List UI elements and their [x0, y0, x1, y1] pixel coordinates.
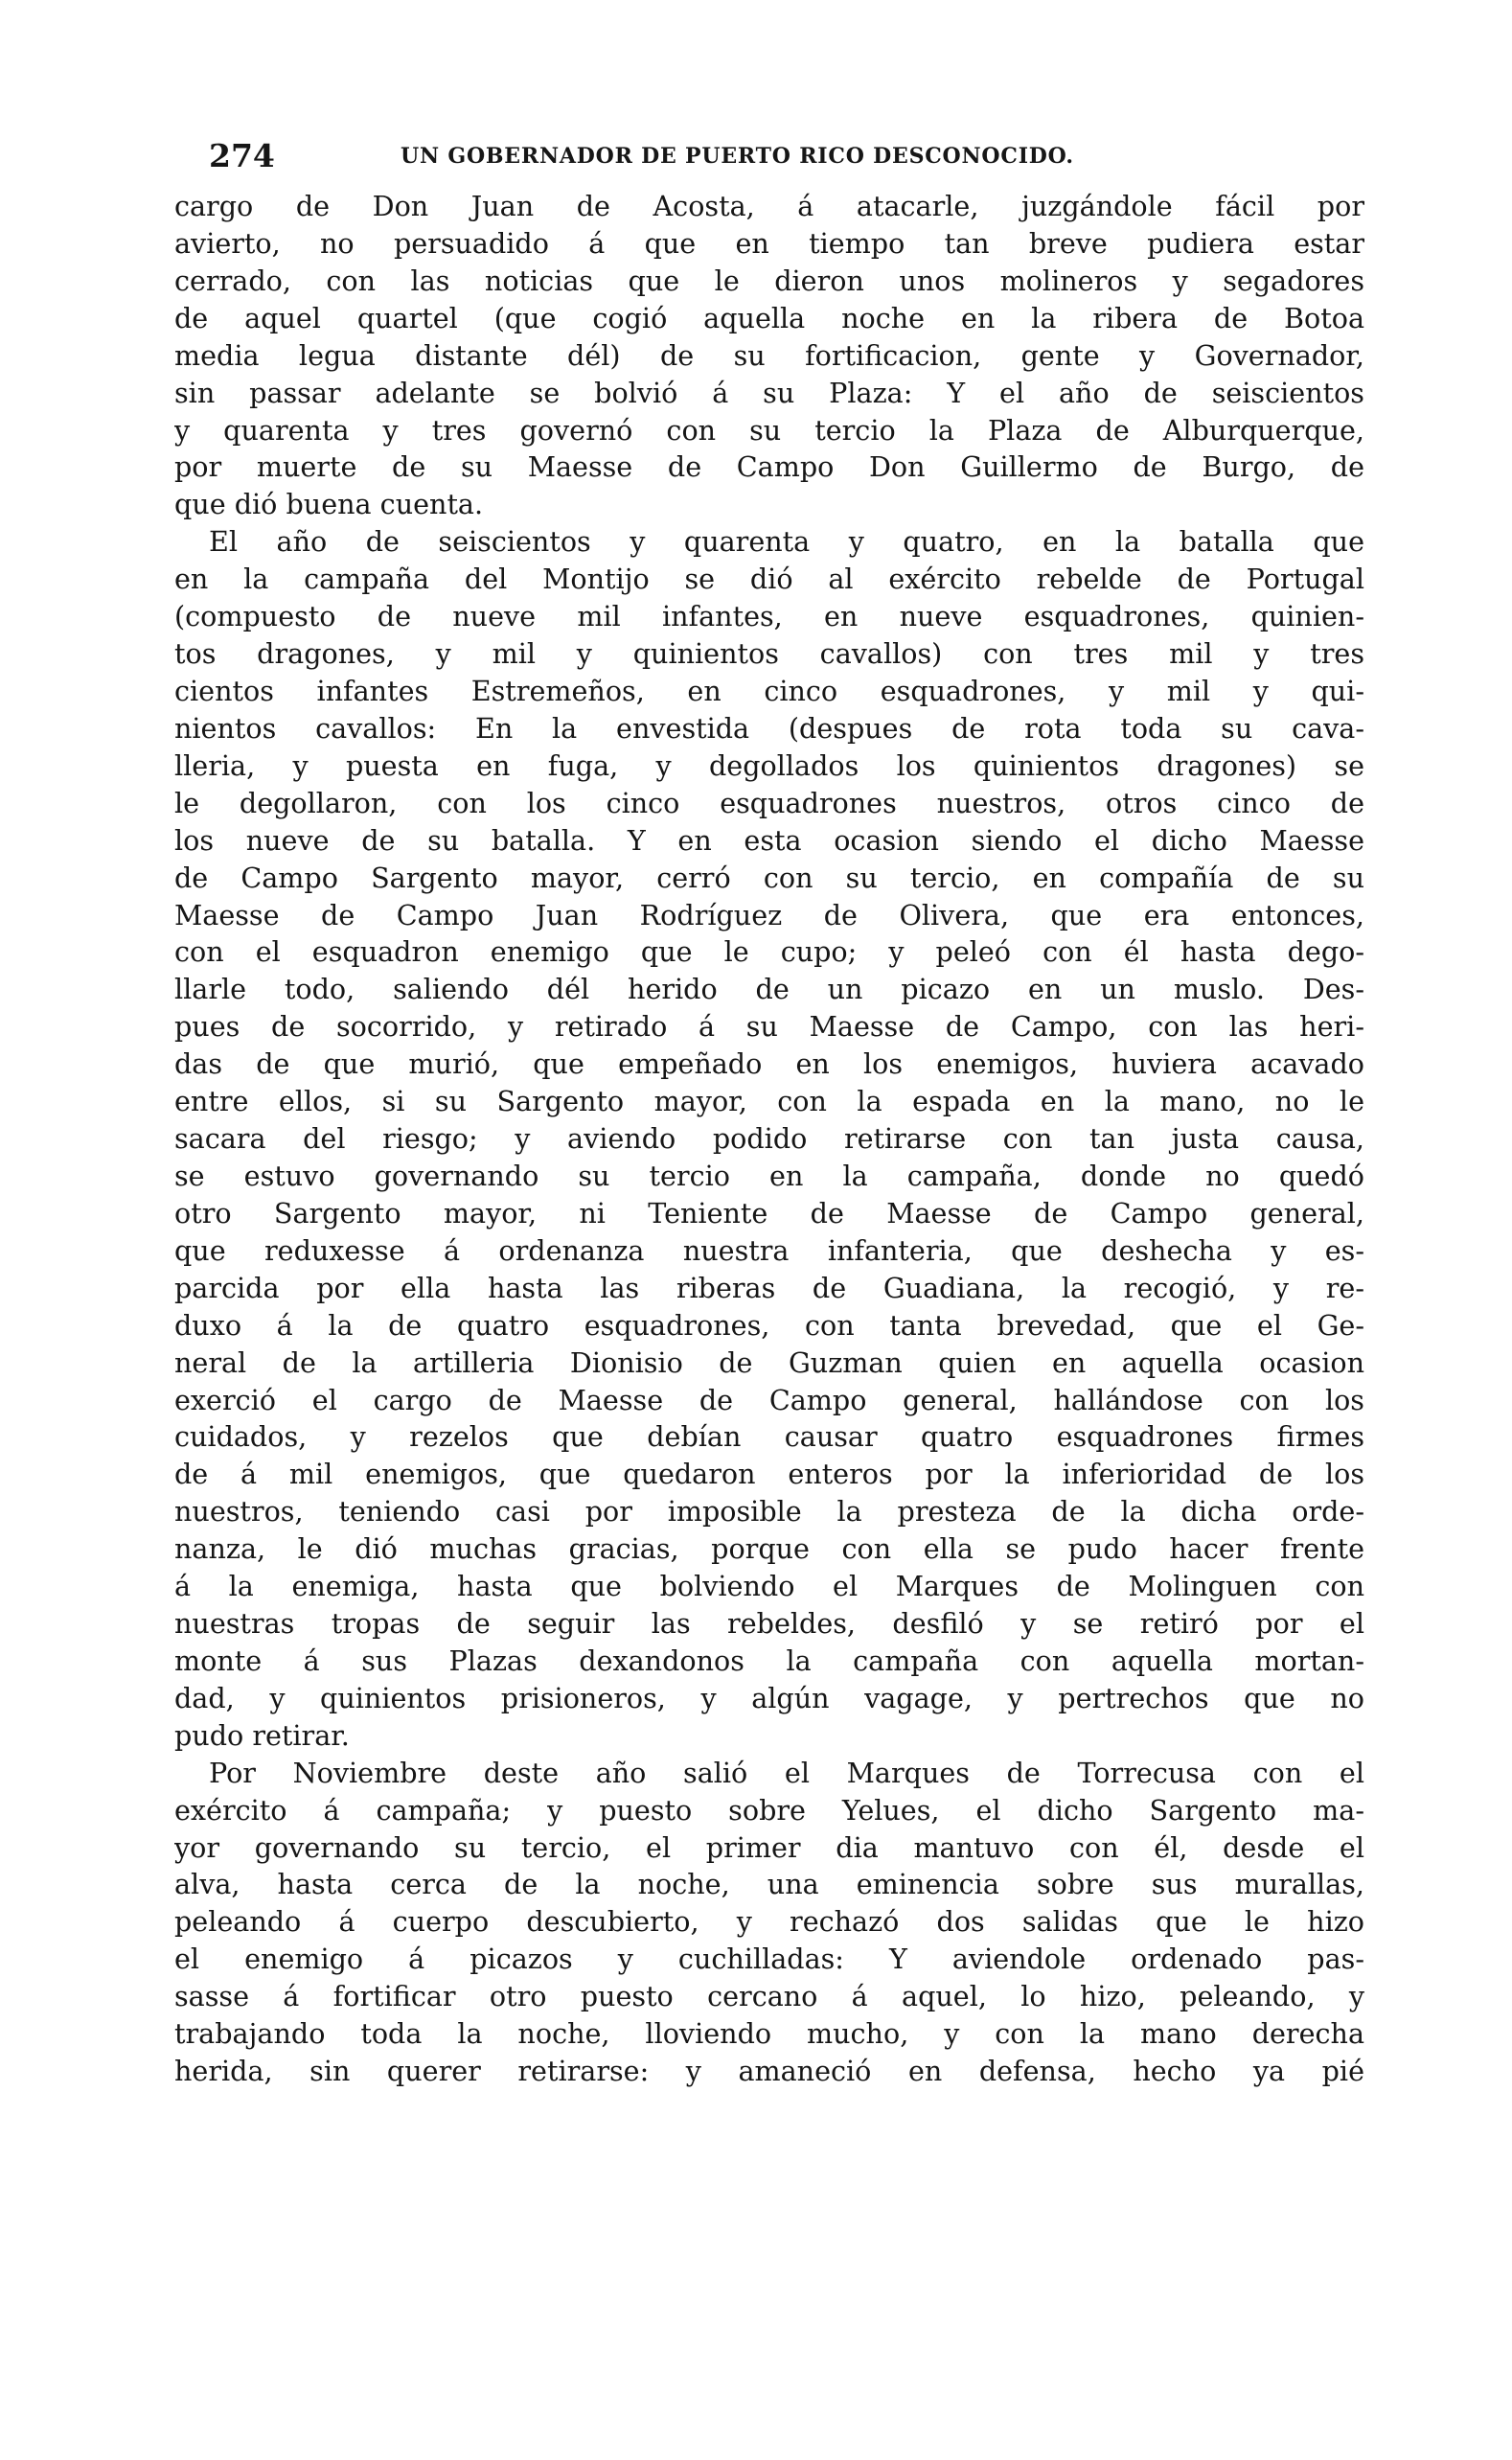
text-line: cerrado, con las noticias que le dieron unos molineros y segadores [174, 264, 1364, 297]
text-line: (compuesto de nueve mil infantes, en nueve esquadrones, quinien- [174, 600, 1364, 633]
text-line: monte á sus Plazas dexandonos la campaña con aquella mortan- [174, 1644, 1364, 1677]
text-line: lleria, y puesta en fuga, y degollados los quinientos dragones) se [174, 748, 1364, 782]
text-line: sacara del riesgo; y aviendo podido retirarse con tan justa causa, [174, 1122, 1364, 1156]
running-title: UN GOBERNADOR DE PUERTO RICO DESCONOCIDO. [401, 144, 1074, 169]
text-line: parcida por ella hasta las riberas de Guadiana, la recogió, y re- [174, 1271, 1364, 1304]
text-line: el enemigo á picazos y cuchilladas: Y aviendole ordenado pas- [174, 1943, 1364, 1976]
text-line: avierto, no persuadido á que en tiempo tan breve pudiera estar [174, 226, 1364, 260]
text-line: sin passar adelante se bolvió á su Plaza: Y el año de seiscientos [174, 376, 1364, 409]
text-line: neral de la artilleria Dionisio de Guzman quien en aquella ocasion [174, 1345, 1364, 1379]
text-line: Maesse de Campo Juan Rodríguez de Olivera, que era entonces, [174, 898, 1364, 931]
paragraph-first-line: El año de seiscientos y quarenta y quatro, en la batalla que [209, 525, 1364, 559]
text-line: nuestros, teniendo casi por imposible la presteza de la dicha orde- [174, 1495, 1364, 1529]
text-line: tos dragones, y mil y quinientos cavallos) con tres mil y tres [174, 637, 1364, 671]
text-line: nuestras tropas de seguir las rebeldes, desfiló y se retiró por el [174, 1607, 1364, 1641]
text-line: dad, y quinientos prisioneros, y algún vagage, y pertrechos que no [174, 1681, 1364, 1714]
text-line: le degollaron, con los cinco esquadrones nuestros, otros cinco de [174, 786, 1364, 819]
text-line: cientos infantes Estremeños, en cinco esquadrones, y mil y qui- [174, 674, 1364, 707]
paragraph-first-line: Por Noviembre deste año salió el Marques de Torrecusa con el [209, 1756, 1364, 1789]
text-line: por muerte de su Maesse de Campo Don Guillermo de Burgo, de [174, 450, 1364, 484]
text-line: nientos cavallos: En la envestida (despues de rota toda su cava- [174, 711, 1364, 745]
text-line: exército á campaña; y puesto sobre Yelues, el dicho Sargento ma- [174, 1793, 1364, 1827]
text-line: das de que murió, que empeñado en los enemigos, huviera acavado [174, 1047, 1364, 1081]
text-line: de Campo Sargento mayor, cerró con su tercio, en compañía de su [174, 861, 1364, 894]
text-line: los nueve de su batalla. Y en esta ocasion siendo el dicho Maesse [174, 823, 1364, 857]
text-line: á la enemiga, hasta que bolviendo el Marques de Molinguen con [174, 1570, 1364, 1603]
text-line: que reduxesse á ordenanza nuestra infanteria, que deshecha y es- [174, 1233, 1364, 1267]
text-line: de aquel quartel (que cogió aquella noche en la ribera de Botoa [174, 301, 1364, 334]
text-line: sasse á fortificar otro puesto cercano á aquel, lo hizo, peleando, y [174, 1980, 1364, 2013]
page-number: 274 [209, 137, 275, 174]
text-line: en la campaña del Montijo se dió al exército rebelde de Portugal [174, 563, 1364, 596]
text-line: alva, hasta cerca de la noche, una eminencia sobre sus murallas, [174, 1868, 1364, 1901]
text-line: de á mil enemigos, que quedaron enteros por la inferioridad de los [174, 1458, 1364, 1491]
text-line: pues de socorrido, y retirado á su Maesse de Campo, con las heri- [174, 1010, 1364, 1044]
text-line: trabajando toda la noche, lloviendo mucho, y con la mano derecha [174, 2017, 1364, 2051]
text-line: y quarenta y tres governó con su tercio la Plaza de Alburquerque, [174, 413, 1364, 447]
text-line: nanza, le dió muchas gracias, porque con ella se pudo hacer frente [174, 1532, 1364, 1566]
text-line: llarle todo, saliendo dél herido de un picazo en un muslo. Des- [174, 973, 1364, 1006]
text-line: con el esquadron enemigo que le cupo; y peleó con él hasta dego- [174, 935, 1364, 969]
running-head [209, 132, 1179, 180]
text-line: yor governando su tercio, el primer dia mantuvo con él, desde el [174, 1830, 1364, 1864]
text-line: otro Sargento mayor, ni Teniente de Maesse de Campo general, [174, 1196, 1364, 1230]
text-line: que dió buena cuenta. [174, 488, 484, 521]
text-line: duxo á la de quatro esquadrones, con tanta brevedad, que el Ge- [174, 1308, 1364, 1342]
text-line: cargo de Don Juan de Acosta, á atacarle, juzgándole fácil por [174, 190, 1364, 222]
text-line: exerció el cargo de Maesse de Campo general, hallándose con los [174, 1383, 1364, 1416]
text-line: herida, sin querer retirarse: y amaneció en defensa, hecho ya pié [174, 2055, 1364, 2088]
text-line: media legua distante dél) de su fortificacion, gente y Governador, [174, 338, 1364, 372]
text-line: cuidados, y rezelos que debían causar quatro esquadrones firmes [174, 1420, 1364, 1454]
body-text [174, 188, 1364, 2090]
text-line: pudo retirar. [174, 1718, 350, 1752]
text-line: se estuvo governando su tercio en la campaña, donde no quedó [174, 1159, 1364, 1192]
text-line: entre ellos, si su Sargento mayor, con la espada en la mano, no le [174, 1085, 1364, 1118]
text-line: peleando á cuerpo descubierto, y rechazó dos salidas que le hizo [174, 1905, 1364, 1939]
